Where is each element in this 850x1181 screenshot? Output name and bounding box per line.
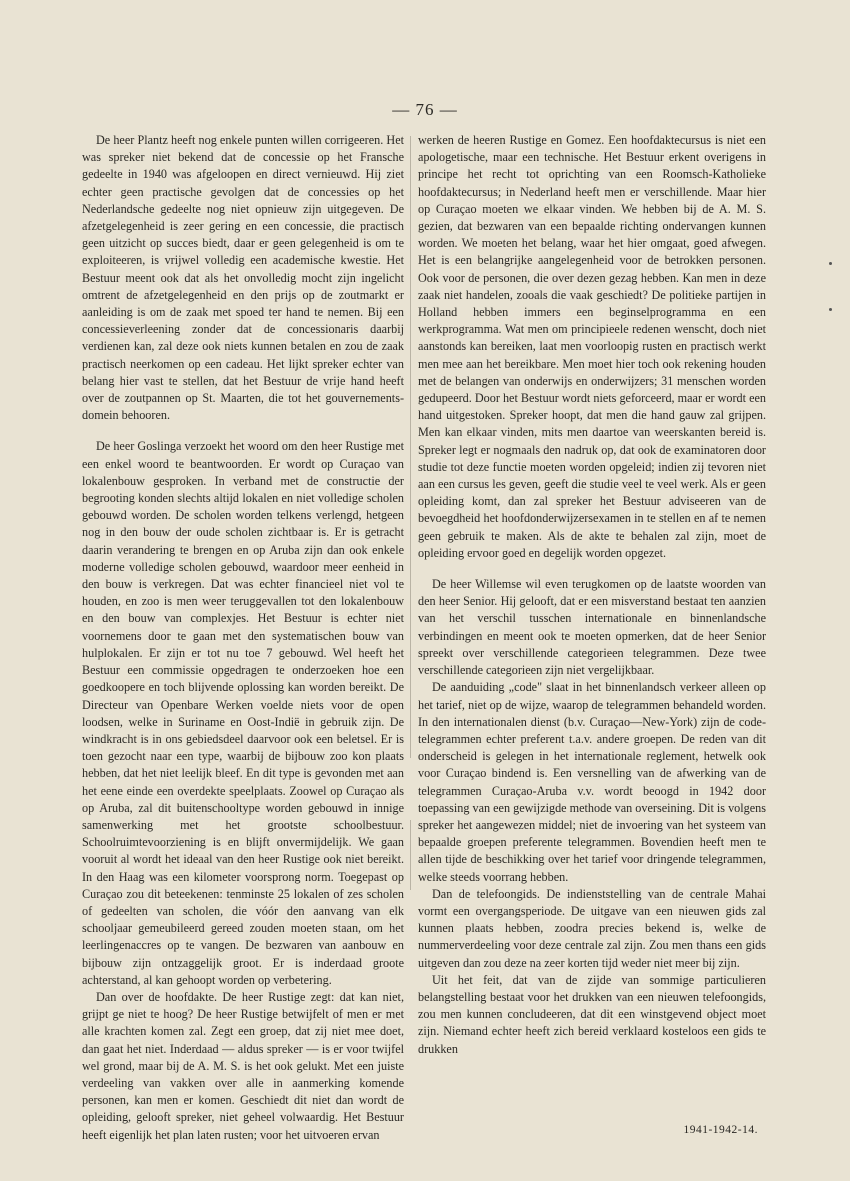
paragraph: De heer Willemse wil even terugkomen op de laatste woorden van den heer Senior. Hij gelooft, dat er een misverstand bestaat ten aanzien van het verschil tusschen internationale en binnenlandsche verbindingen en meent ook te moeten opmerken, dat de heer Senior spreekt over verschillende categorieen telegrammen. Deze twee verschillende categorieen zijn niet vergelijkbaar. [418,577,766,678]
footer-mark: 1941-1942-14. [683,1124,758,1136]
left-column [82,132,404,1144]
paragraph: De aanduiding „code" slaat in het binnenlandsch verkeer alleen op het tarief, niet op de wijze, waarop de telegrammen behandeld worden. In den internationalen dienst (b.v. Curaçao—New-York) zijn de code-telegrammen echter preferent t.a.v. andere groepen. De reden van dit onderscheid is gelegen in het internationale reglement, hetwelk ook voor Curaçao bindend is. Een versnelling van de afwerking van de telegrammen Curaçao-Aruba v.v. wordt beoogd in 1942 door toepassing van een gewijzigde methode van overseining. Dit is volgens spreker het aangewezen middel; niet de invoering van het systeem van bepaalde groepen preferente telegrammen. Bovendien heeft men te allen tijde de beschikking over het tarief voor dringende telegrammen, welke steeds voorrang hebben. [418,680,766,884]
paragraph: Uit het feit, dat van de zijde van sommige particulieren belangstelling bestaat voor het drukken van een nieuwen telefoongids, zou men kunnen concludeeren, dat dit een winstgevend object moet zijn. Niemand echter heeft zich bereid verklaard kosteloos een gids te drukken [418,972,766,1056]
paragraph: Dan over de hoofdakte. De heer Rustige zegt: dat kan niet, grijpt ge niet te hoog? De heer Rustige betwijfelt of men er met alle krachten komen zal. Zegt een groep, dat zij niet mee doet, dan gaat het niet. Inderdaad — aldus spreker — is er voor twijfel wel grond, maar bij de A. M. S. is het ook gelukt. Met een juiste verdeeling van vakken over alle in aanmerking komende personen, kan men er komen. Geschiedt dit niet dan wordt de opleiding, gelooft spreker, niet geheel volwaardig. Het Bestuur heeft eigenlijk het plan laten rusten; voor het uitvoeren ervan [82,989,404,1142]
column-divider [410,136,411,758]
paragraph: De heer Goslinga verzoekt het woord om den heer Rustige met een enkel woord te beantwoorden. Er wordt op Curaçao van lokalenbouw gesproken. In verband met de constructie der begrooting konden slechts altijd lokalen en niet volledige scholen gebouwd worden. De scholen worden telkens verlengd, hetgeen nog in den bouw der oude scholen zichtbaar is. Er is getracht daarin verandering te brengen en op Aruba zijn dan ook enkele moderne volledige scholen gebouwd, waardoor meer eenheid in den bouw is verkregen. Dat was echter financieel niet vol te houden, en zoo is men weer teruggevallen tot den lokalenbouw en den bouw van complexjes. Het Bestuur is echter niet voornemens door te gaan met den systematischen bouw van hulplokalen. Er zijn er tot nu toe 7 gebouwd. Wel heeft het Bestuur een commissie opgedragen te onderzoeken hoe een goedkoopere en toch blijvende oplossing kan worden bereikt. De Directeur van Openbare Werken voelde niets voor de open loodsen, welke in Suriname en Oost-Indië in gebruik zijn. De windkracht is in ons gebiedsdeel daarvoor ook een beletsel. Er is toen gezocht naar een type, waarbij de bijbouw zoo kon plaats hebben, dat het niet leelijk bleef. En dit type is gevonden met aan het eene einde een overdekte speelplaats. Zoowel op Curaçao als op Aruba, zal dit buitenschooltype worden gebouwd in innige samenwerking met het grootste schoolbestuur. Schoolruimtevoorziening is en blijft onvermijdelijk. We gaan vooruit al wordt het ideaal van den heer Rustige ook niet bereikt. In den Haag was een kilometer voorsprong norm. Toegepast op Curaçao zou dit beteekenen: tenminste 25 lokalen of zes scholen of gedeelten van scholen, die vóór den aanvang van elk schooljaar gemeubileerd gereed zouden moeten staan, om het leerlingenaccres op te vangen. De bezwaren van aanbouw en bijbouw zijn ontzaggelijk groot. Er is inderdaad groote achterstand, al kan gehoopt worden op verbetering. [82,439,404,987]
margin-speck [829,308,832,311]
paragraph: Dan de telefoongids. De indienststelling van de centrale Mahai vormt een overgangsperiode. De uitgave van een nieuwen gids zal kunnen plaats hebben, zoodra precies bekend is, welke de nummerverdeeling voor deze centrale zal zijn. Zou men thans een gids uitgeven dan zou deze na zeer korten tijd weder niet meer bij zijn. [418,886,766,970]
right-column [418,132,766,1058]
paragraph: werken de heeren Rustige en Gomez. Een hoofdaktecursus is niet een apologetische, maar een technische. Het Bestuur erkent overigens in principe het recht tot oprichting van een Roomsch-Katholieke hoofdaktecursus; in Nederland heeft men er verschillende. Maar hier op Curaçao moeten we elkaar vinden. We hebben bij de A. M. S. gezien, dat bezwaren van een bepaalde richting ondervangen kunnen worden. We moeten het belang, waar het hier omgaat, goed afwegen. Het is een belangrijke aangelegenheid voor de betrokken personen. Ook voor de personen, die over dezen gezag hebben. Kan men in deze zaak niet handelen, zooals die vaak geschiedt? De politieke partijen in Holland hebben immers een beginselprogramma en een werkprogramma. Wat men om principieele redenen wenscht, doch niet aanstonds kan bereiken, laat men voorloopig rusten en practisch werkt men mee aan het bereikbare. Men moet hier toch ook rekening houden met de belangen van onderwijs en onderwijzers; 31 menschen worden gedupeerd. Door het Bestuur wordt niets geforceerd, maar er wordt een hand uitgestoken. Spreker hoopt, dat men die hand gauw zal grijpen. Men kan elkaar vinden, mits men daartoe van weerskanten bereid is. Spreker legt er nogmaals den nadruk op, dat ook de examinatoren door studie tot deze functie moeten worden opgeleid; indien zij tevoren niet aan een cursus les geven, geeft die studie veel te veel werk. Als er geen opleiding komt, dan zal spreker het Bestuur adviseeren van de bevoegdheid het hoofdonderwijzersexamen in te stellen en af te nemen geen gebruik te maken. Als de akte te behalen zal zijn, moet de opleiding ervoor goed en degelijk worden opgezet. [418,133,766,560]
column-divider [410,820,411,890]
margin-speck [829,262,832,265]
paragraph: De heer Plantz heeft nog enkele punten willen corrigeeren. Het was spreker niet bekend dat de concessie op het Fransche gedeelte in 1940 was afgeloopen en direct vernieuwd. Hij ziet echter geen practische gevolgen dat de concessies op het Nederlandsche gedeelte nog niet opnieuw zijn uitgegeven. De afzetgelegenheid is zeer gering en een concessie, die practisch geen uitzicht op succes biedt, daar er geen gelegenheid is om te exploiteeren, is vrijwel volledig een academische kwestie. Het Bestuur meent ook dat als het onvolledig mocht zijn ingelicht omtrent de afzetgelegenheid en den prijs op de zoutmarkt er aanleiding is om de zaak met spoed ter hand te nemen. Bij een concessieverleening zonder dat de concessionaris daarbij verdienen kan, zal deze ook niets kunnen betalen en zou de zaak practisch neerkomen op een cadeau. Het lijkt spreker echter van belang hier vast te stellen, dat het Bestuur de vrije hand heeft over de zoutpannen op St. Maarten, die tot het gouvernements-domein behooren. [82,133,404,423]
page-number: — 76 — [392,100,458,119]
